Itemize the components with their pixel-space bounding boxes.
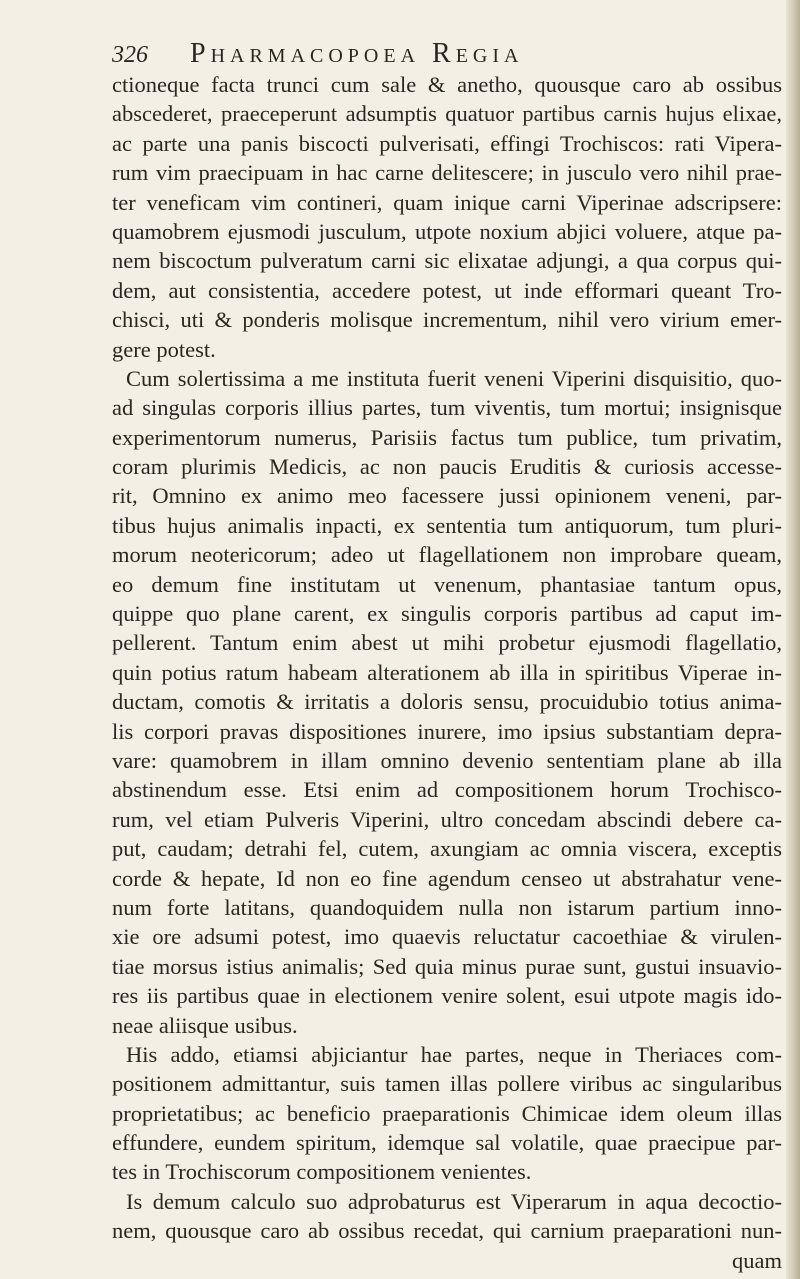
text-line: Cum solertissima a me instituta fuerit veneni Viperini disquisitio, quo- [126,365,782,391]
text-line: corde & hepate, Id non eo fine agendum censeo ut abstrahatur vene- [112,865,782,891]
text-line: tibus hujus animalis inpacti, ex sententia tum antiquorum, tum pluri- [112,512,782,538]
text-line: lis corpori pravas dispositiones inurere, imo ipsius substantiam depra- [112,718,782,744]
text-line: ac parte una panis biscocti pulverisati, effingi Trochiscos: rati Vipera- [112,130,782,156]
text-line: ad singulas corporis illius partes, tum viventis, tum mortui; insignisque [112,395,782,421]
text-line: effundere, eundem spiritum, idemque sal volatile, quae praecipue par- [112,1130,782,1156]
text-line: dem, aut consistentia, accedere potest, ut inde efformari queant Tro- [112,277,782,303]
text-line: res iis partibus quae in electionem venire solent, esui utpote magis ido- [112,983,782,1009]
body-text [112,70,782,1275]
text-line: rum, vel etiam Pulveris Viperini, ultro concedam abscindi debere ca- [112,806,782,832]
text-line: Is demum calculo suo adprobaturus est Viperarum in aqua decoctio- [126,1188,782,1214]
text-line: rum vim praecipuam in hac carne delitescere; in jusculo vero nihil prae- [112,160,782,186]
text-line: positionem admittantur, suis tamen illas pollere viribus ac singularibus [112,1071,782,1097]
text-line: rit, Omnino ex animo meo facessere jussi opinionem veneni, par- [112,483,782,509]
text-line: quamobrem ejusmodi jusculum, utpote noxium abjici voluere, atque pa- [112,218,782,244]
text-line: num forte latitans, quandoquidem nulla non istarum partium inno- [112,894,782,920]
text-line: pellerent. Tantum enim abest ut mihi probetur ejusmodi flagellatio, [112,630,782,656]
page-edge [786,0,800,1279]
text-line: ductam, comotis & irritatis a doloris sensu, procuidubio totius anima- [112,689,782,715]
text-line: gere potest. [112,336,216,362]
text-line: eo demum fine institutam ut venenum, phantasiae tantum opus, [112,571,782,597]
text-line: morum neotericorum; adeo ut flagellationem non improbare queam, [112,542,782,568]
text-line: experimentorum numerus, Parisiis factus tum publice, tum privatim, [112,424,782,450]
text-line: neae aliisque usibus. [112,1012,298,1038]
text-line: His addo, etiamsi abjiciantur hae partes, neque in Theriaces com- [126,1041,782,1067]
text-line: xie ore adsumi potest, imo quaevis reluctatur cacoethiae & virulen- [112,924,782,950]
text-line: proprietatibus; ac beneficio praeparationis Chimicae idem oleum illas [112,1100,782,1126]
text-line: coram plurimis Medicis, ac non paucis Eruditis & curiosis accesse- [112,454,782,480]
text-line: nem biscoctum pulveratum carni sic elixatae adjungi, a qua corpus qui- [112,248,782,274]
text-line: nem, quousque caro ab ossibus recedat, qui carnium praeparationi nun- [112,1218,782,1244]
text-line: quippe quo plane carent, ex singulis corporis partibus ad caput im- [112,601,782,627]
text-line: abstinendum esse. Etsi enim ad compositionem horum Trochisco- [112,777,782,803]
page-number: 326 [112,42,148,68]
running-title: Pharmacopoea Regia [190,38,524,69]
catchword: quam [732,1247,782,1273]
text-line: tes in Trochiscorum compositionem venientes. [112,1159,532,1185]
text-line: put, caudam; detrahi fel, cutem, axungiam ac omnia viscera, exceptis [112,836,782,862]
text-line: vare: quamobrem in illam omnino devenio sententiam plane ab illa [112,747,782,773]
text-line: chisci, uti & ponderis molisque incrementum, nihil vero virium emer- [112,307,782,333]
text-line: ter veneficam vim contineri, quam inique carni Viperinae adscripsere: [112,189,782,215]
text-line: quin potius ratum habeam alterationem ab illa in spiritibus Viperae in- [112,659,782,685]
text-line: tiae morsus istius animalis; Sed quia minus purae sunt, gustui insuavio- [112,953,782,979]
page-header [112,38,772,72]
text-line: abscederet, praeceperunt adsumptis quatuor partibus carnis hujus elixae, [112,101,782,127]
text-line: ctioneque facta trunci cum sale & anetho, quousque caro ab ossibus [112,72,782,97]
